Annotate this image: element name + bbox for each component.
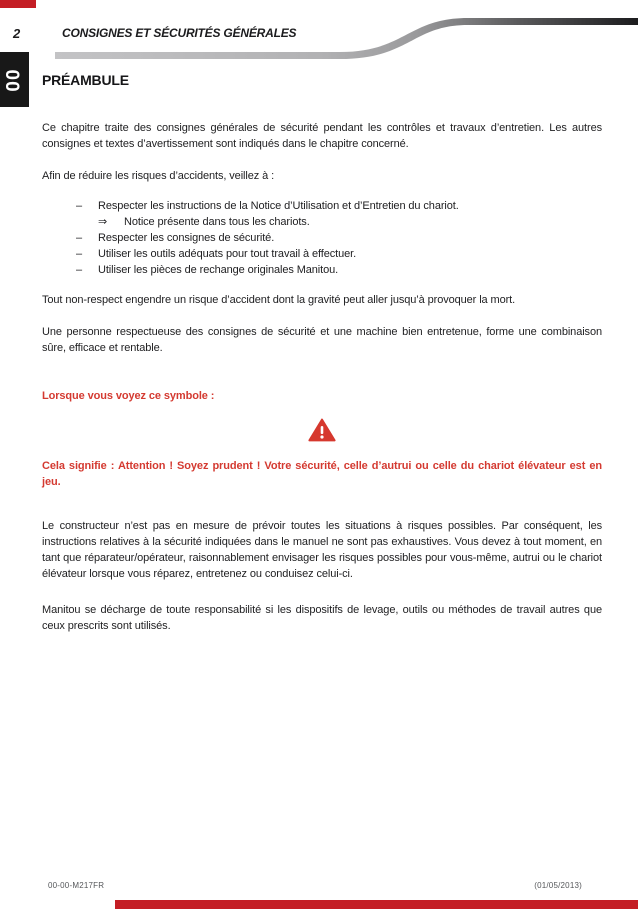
list-item	[42, 246, 602, 262]
paragraph-constructor	[42, 518, 602, 582]
dash-marker: –	[76, 200, 83, 212]
paragraph-constructor-part2: Vous devez à tout moment, en tant que réparateur/opérateur, raisonnablement envisager les risques possibles pour vous-même, autrui ou le chariot élévateur lorsque vous réparez, entretenez ou conduisez celui-ci.	[42, 536, 603, 580]
page-number: 2	[13, 26, 21, 41]
dash-marker: –	[76, 248, 83, 260]
list-item	[42, 230, 602, 246]
section-heading: PRÉAMBULE	[42, 72, 129, 88]
bottom-red-bar	[115, 900, 638, 909]
footer-document-reference: 00-00-M217FR	[48, 881, 105, 890]
dash-marker: –	[76, 264, 83, 276]
red-warning-text: Cela signifie : Attention ! Soyez prudent ! Votre sécurité, celle d’autrui ou celle du chariot élévateur est en jeu.	[42, 460, 602, 488]
list-item-text: Respecter les consignes de sécurité.	[98, 232, 275, 244]
paragraph-liability: Manitou se décharge de toute responsabilité si les dispositifs de levage, outils ou méthodes de travail autres que ceux prescrits sont utilisés.	[42, 604, 602, 632]
list-item-text: Utiliser les outils adéquats pour tout travail à effectuer.	[98, 248, 357, 260]
paragraph-constructor-part1: Le constructeur n’est pas en mesure de prévoir toutes les situations à risques possibles. Par conséquent, les instructions relatives à la sécurité indiquées dans le manuel ne sont pas exhaustives.	[42, 520, 602, 548]
section-tab	[0, 52, 29, 107]
header-swoosh-graphic	[0, 0, 638, 70]
list-item	[42, 198, 602, 214]
list-item-text: Notice présente dans tous les chariots.	[124, 216, 310, 228]
section-tab-label: 00	[3, 67, 25, 92]
warning-triangle-icon	[308, 418, 336, 442]
paragraph-intro: Ce chapitre traite des consignes générales de sécurité pendant les contrôles et travaux d’entretien. Les autres consignes et textes d’avertissement sont indiqués dans le chapitre concerné.	[42, 122, 602, 150]
paragraph-person: Une personne respectueuse des consignes de sécurité et une machine bien entretenue, forme une combinaison sûre, efficace et rentable.	[42, 326, 602, 354]
safety-instructions-list	[42, 198, 602, 278]
dash-marker: –	[76, 232, 83, 244]
paragraph-reduce-risks: Afin de réduire les risques d’accidents, veillez à :	[42, 170, 275, 182]
list-item-text: Respecter les instructions de la Notice d’Utilisation et d’Entretien du chariot.	[98, 200, 459, 212]
chapter-title: CONSIGNES ET SÉCURITÉS GÉNÉRALES	[62, 26, 297, 40]
list-item	[42, 262, 602, 278]
paragraph-non-respect: Tout non-respect engendre un risque d’accident dont la gravité peut aller jusqu’à provoquer la mort.	[42, 294, 516, 306]
list-item	[42, 214, 602, 230]
list-item-text: Utiliser les pièces de rechange originales Manitou.	[98, 264, 339, 276]
page-body	[42, 120, 602, 634]
footer-date: (01/05/2013)	[534, 881, 582, 890]
red-lead-text: Lorsque vous voyez ce symbole :	[42, 390, 215, 402]
arrow-marker-icon: ⇒	[98, 216, 108, 228]
